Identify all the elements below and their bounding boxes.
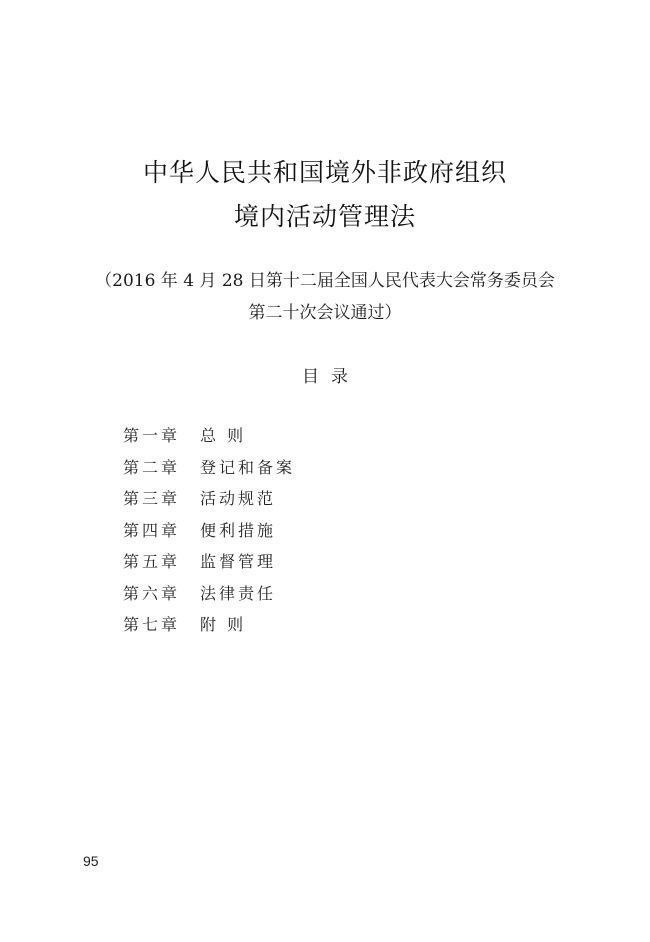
toc-chapter-number: 第三章 bbox=[123, 489, 181, 508]
toc-chapter-number: 第六章 bbox=[123, 583, 181, 603]
toc-item-chapter-2 bbox=[123, 456, 295, 488]
toc-item-chapter-4 bbox=[123, 519, 295, 551]
toc-heading: 目录 bbox=[302, 367, 360, 387]
toc-chapter-number: 第二章 bbox=[123, 457, 181, 477]
document-title-line-1: 中华人民共和国境外非政府组织 bbox=[142, 158, 507, 187]
toc-chapter-number: 第五章 bbox=[123, 552, 181, 571]
adoption-note-line-1: （2016 年 4 月 28 日第十二届全国人民代表大会常务委员会 bbox=[95, 271, 555, 291]
toc-chapter-number: 第一章 bbox=[123, 426, 181, 445]
toc-chapter-name: 便利措施 bbox=[200, 520, 277, 540]
toc-chapter-number: 第七章 bbox=[123, 615, 181, 634]
toc-chapter-name: 监督管理 bbox=[200, 552, 277, 571]
document-title-line-2: 境内活动管理法 bbox=[233, 202, 416, 231]
toc-chapter-number: 第四章 bbox=[123, 520, 181, 540]
toc-chapter-name: 登记和备案 bbox=[200, 457, 296, 477]
toc-chapter-name: 附 则 bbox=[200, 615, 247, 634]
toc-item-chapter-1 bbox=[123, 424, 295, 456]
toc-chapter-name: 活动规范 bbox=[200, 489, 277, 508]
page-number: 95 bbox=[83, 853, 99, 869]
toc-item-chapter-6 bbox=[123, 582, 295, 614]
toc-chapter-name: 总 则 bbox=[200, 426, 247, 445]
table-of-contents bbox=[123, 424, 295, 645]
toc-item-chapter-5 bbox=[123, 550, 295, 582]
toc-chapter-name: 法律责任 bbox=[200, 583, 277, 603]
adoption-note-line-2: 第二十次会议通过） bbox=[248, 303, 402, 323]
toc-item-chapter-3 bbox=[123, 487, 295, 519]
toc-item-chapter-7 bbox=[123, 613, 295, 645]
